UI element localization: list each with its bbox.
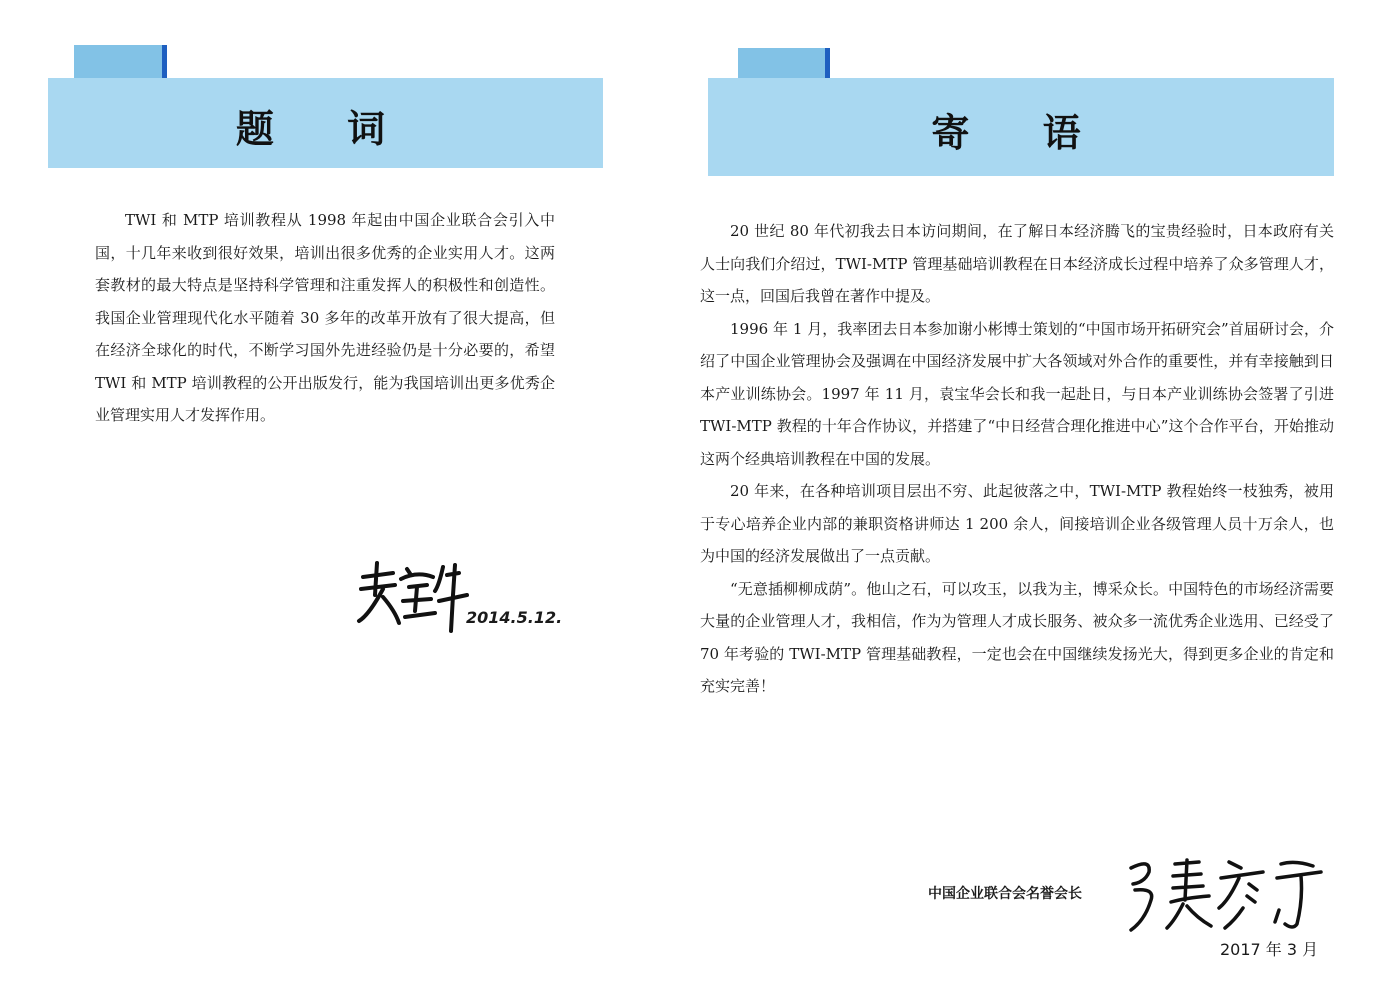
message-date: 2017 年 3 月 — [1220, 940, 1319, 959]
title-band — [48, 78, 603, 168]
paragraph: “无意插柳柳成荫”。他山之石，可以攻玉，以我为主，博采众长。中国特色的市场经济需要大量的企业管理人才，我相信，作为为管理人才成长服务、被众多一流优秀企业选用、已经受了 70 年考验的 TWI-MTP 管理基础教程，一定也会在中国继续发扬光大，得到更多企业的肯定和充实完善！ — [700, 579, 1334, 695]
paragraph: TWI 和 MTP 培训教程从 1998 年起由中国企业联合会引入中国，十几年来收到很好效果，培训出很多优秀的企业实用人才。这两套教材的最大特点是坚持科学管理和注重发挥人的积极性和创造性。我国企业管理现代化水平随着 30 多年的改革开放有了很大提高，但在经济全球化的时代，不断学习国外先进经验仍是十分必要的，希望 TWI 和 MTP 培训教程的公开出版发行，能为我国培训出更多优秀企业管理实用人才发挥作用。 — [95, 211, 555, 424]
signature-date: 2014.5.12. — [466, 608, 563, 627]
page-title: 寄 语 — [931, 110, 1111, 155]
page-title: 题 词 — [235, 106, 416, 151]
paragraph: 20 年来，在各种培训项目层出不穷、此起彼落之中，TWI-MTP 教程始终一枝独秀，被用于专心培养企业内部的兼职资格讲师达 1 200 余人，间接培训企业各级管理人员十万余人，也为中国的经济发展做出了一点贡献。 — [700, 482, 1334, 565]
paragraph: 20 世纪 80 年代初我去日本访问期间，在了解日本经济腾飞的宝贵经验时，日本政府有关人士向我们介绍过，TWI-MTP 管理基础培训教程在日本经济成长过程中培养了众多管理人才，这一点，回国后我曾在著作中提及。 — [700, 222, 1334, 305]
left-page — [0, 0, 680, 991]
message-text — [700, 215, 1334, 703]
paragraph: 1996 年 1 月，我率团去日本参加谢小彬博士策划的“中国市场开拓研究会”首届研讨会，介绍了中国企业管理协会及强调在中国经济发展中扩大各领域对外合作的重要性，并有幸接触到日本产业训练协会。1997 年 11 月，袁宝华会长和我一起赴日，与日本产业训练协会签署了引进 TWI-MTP 教程的十年合作协议，并搭建了“中日经营合理化推进中心”这个合作平台，开始推动这两个经典培训教程在中国的发展。 — [700, 319, 1334, 468]
title-band — [708, 78, 1334, 176]
signature-image — [355, 555, 470, 635]
dedication-text — [95, 204, 555, 432]
right-page — [680, 0, 1385, 991]
author-title: 中国企业联合会名誉会长 — [928, 886, 1082, 902]
signature-image — [1125, 850, 1335, 938]
